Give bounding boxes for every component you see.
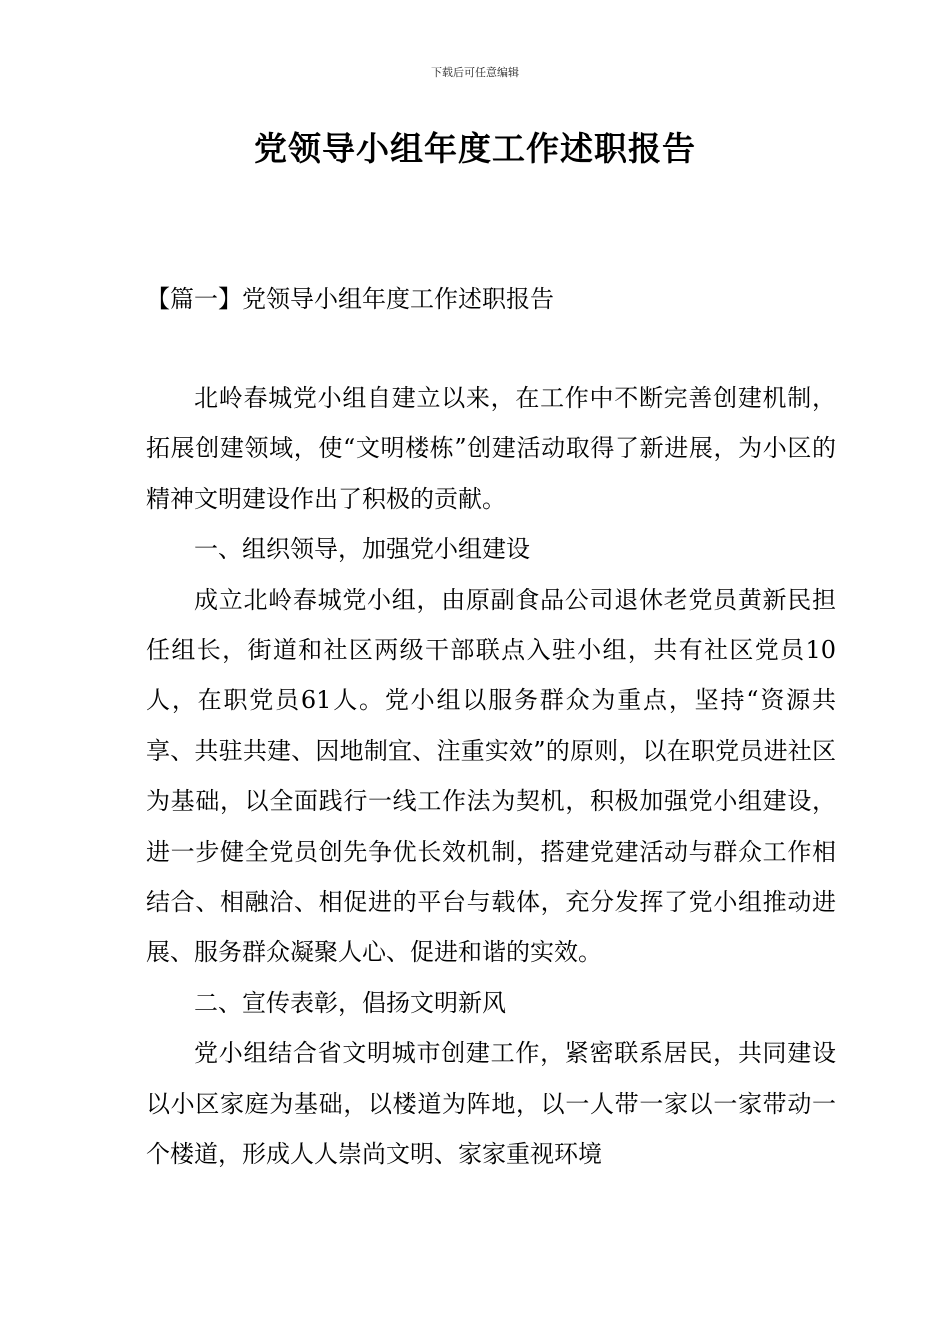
- document-title: 党领导小组年度工作述职报告: [254, 129, 696, 168]
- section-1-paragraph: 成立北岭春城党小组，由原副食品公司退休老党员黄新民担任组长，街道和社区两级干部联点入驻小组，共有社区党员10人，在职党员61人。党小组以服务群众为重点，坚持“资源共享、共驻共建、因地制宜、注重实效”的原则，以在职党员进社区为基础，以全面践行一线工作法为契机，积极加强党小组建设，进一步健全党员创先争优长效机制，搭建党建活动与群众工作相结合、相融洽、相促进的平台与载体，充分发挥了党小组推动进展、服务群众凝聚人心、促进和谐的实效。: [146, 585, 836, 967]
- section-heading-2: 二、宣传表彰，倡扬文明新风: [194, 988, 506, 1017]
- section-subtitle: 【篇一】党领导小组年度工作述职报告: [146, 285, 554, 313]
- section-2-paragraph: 党小组结合省文明城市创建工作，紧密联系居民，共同建设以小区家庭为基础，以楼道为阵地，以一人带一家以一家带动一个楼道，形成人人崇尚文明、家家重视环境: [146, 1039, 836, 1169]
- header-note: 下载后可任意编辑: [431, 66, 519, 79]
- section-heading-1: 一、组织领导，加强党小组建设: [194, 535, 530, 564]
- intro-paragraph: 北岭春城党小组自建立以来，在工作中不断完善创建机制，拓展创建领域，使“文明楼栋”创建活动取得了新进展，为小区的精神文明建设作出了积极的贡献。: [146, 384, 836, 513]
- document-body: [146, 373, 836, 1180]
